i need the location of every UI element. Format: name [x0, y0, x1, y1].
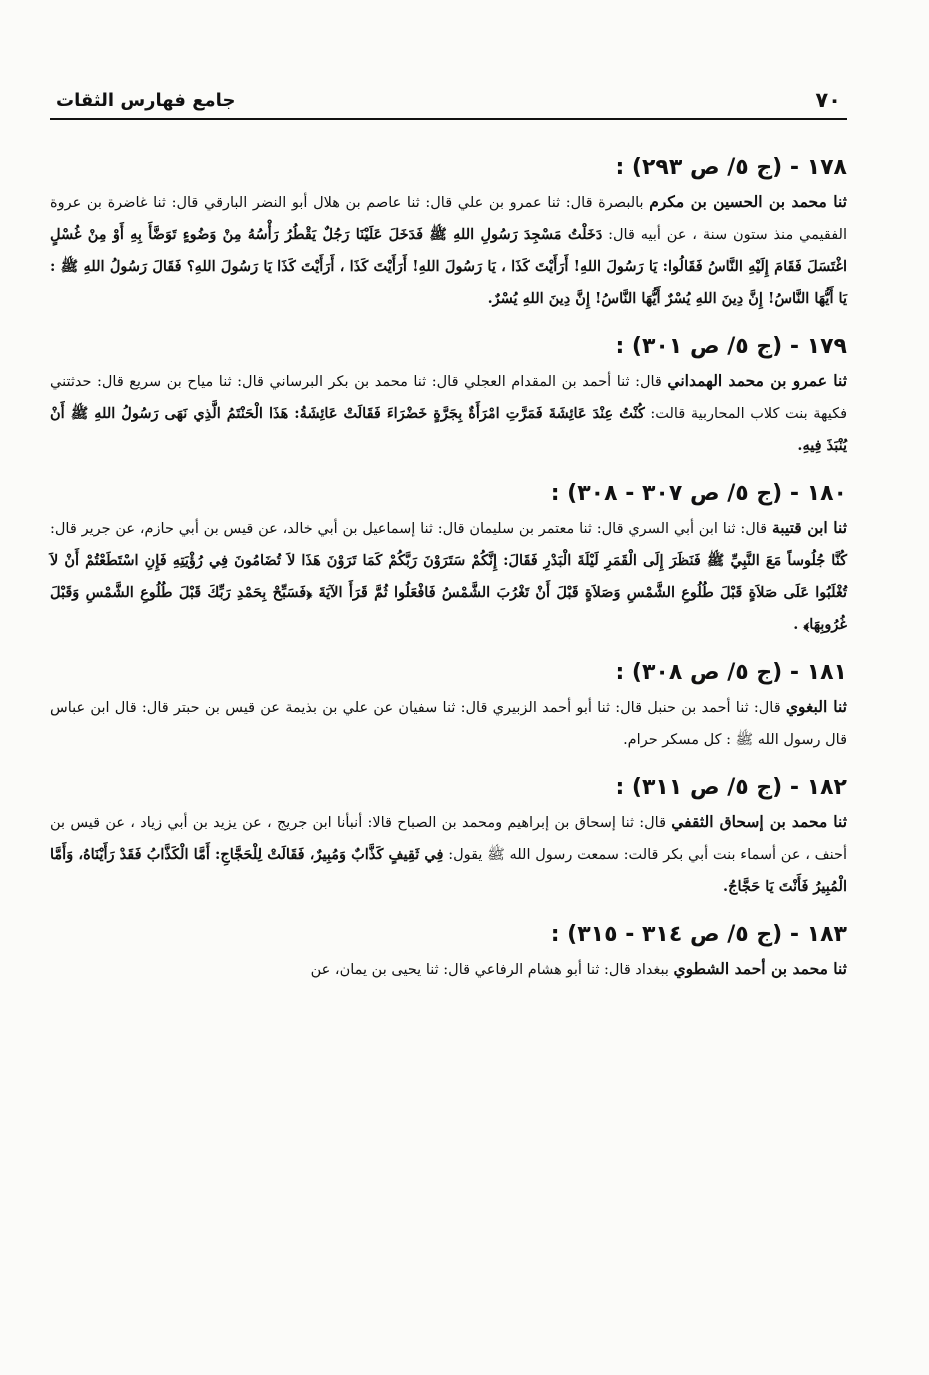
entry-179: [50, 329, 847, 462]
running-header: [50, 88, 847, 120]
chain-text: قال: ثنا ابن أبي السري قال: ثنا معتمر بن سليمان قال: ثنا إسماعيل بن أبي خالد، عن قيس بن أبي حازم، عن جرير قال:: [50, 521, 768, 537]
narrator-lead: ثنا محمد بن الحسين بن مكرم: [649, 192, 847, 211]
entry-body: [50, 512, 847, 641]
entry-heading: ١٨١ - (ج ٥/ ص ٣٠٨) :: [615, 660, 847, 685]
entry-body: [50, 365, 847, 462]
entry-body: [50, 691, 847, 756]
entry-body: [50, 186, 847, 315]
entry-182: [50, 770, 847, 903]
chain-text: قال: ثنا إسحاق بن إبراهيم ومحمد بن الصباح قالا: أنبأنا ابن جريج ، عن يزيد بن أبي زياد ، عن قيس بن أحنف ، عن أسماء بنت أبي بكر قالت: سمعت رسول الله ﷺ يقول:: [50, 815, 847, 863]
entry-heading: ١٧٩ - (ج ٥/ ص ٣٠١) :: [615, 334, 847, 359]
entry-heading: ١٧٨ - (ج ٥/ ص ٢٩٣) :: [615, 155, 847, 180]
entry-181: [50, 655, 847, 756]
narrator-lead: ثنا عمرو بن محمد الهمداني: [667, 371, 848, 390]
entry-heading: ١٨٢ - (ج ٥/ ص ٣١١) :: [615, 775, 847, 800]
running-title: جامع فهارس الثقات: [56, 90, 236, 111]
chain-text: قال: ثنا أحمد بن حنبل قال: ثنا أبو أحمد الزبيري قال: ثنا سفيان عن علي بن بذيمة عن قيس بن حبتر قال: قال ابن عباس قال رسول الله ﷺ : كل مسكر حرام.: [50, 700, 847, 748]
page-number: ٧٠: [815, 88, 841, 112]
narrator-lead: ثنا البغوي: [785, 697, 848, 716]
entry-heading: ١٨٣ - (ج ٥/ ص ٣١٤ - ٣١٥) :: [550, 922, 847, 947]
narrator-lead: ثنا محمد بن أحمد الشطوي: [673, 959, 847, 978]
hadith-text: فِي ثَقِيفٍ كَذَّابٌ وَمُبِيرٌ، فَقَالَتْ لِلْحَجَّاجِ: أَمَّا الْكَذَّابُ فَقَدْ رَأَيْنَاهُ، وَأَمَّا الْمُبِيرُ فَأَنْتَ يَا حَجَّاجُ.: [50, 846, 847, 895]
entry-body: [50, 953, 847, 986]
hadith-text: كُنْتُ عِنْدَ عَائِشَةَ فَمَرَّتِ امْرَأَةٌ بِجَرَّةٍ خَضْرَاءَ فَقَالَتْ عَائِشَةُ: هَذَا الْحَنْتَمُ الَّذِي نَهَى رَسُولُ اللهِ ﷺ أَنْ يُنْبَذَ فِيهِ.: [50, 405, 847, 454]
narrator-lead: ثنا محمد بن إسحاق الثقفي: [671, 812, 848, 831]
hadith-text: دَخَلْتُ مَسْجِدَ رَسُولِ اللهِ ﷺ فَدَخَلَ عَلَيْنَا رَجُلٌ يَقْطُرُ رَأْسُهُ مِنْ وَضُوءٍ تَوَضَّأَ بِهِ أَوْ مِنْ غُسْلٍ اغْتَسَلَ فَقَامَ إِلَيْهِ النَّاسُ فَقَالُوا: يَا رَسُولَ اللهِ! أَرَأَيْتَ كَذَا ، يَا رَسُولَ اللهِ! أَرَأَيْتَ كَذَا ، أَرَأَيْتَ كَذَا يَا رَسُولَ اللهِ؟ فَقَالَ رَسُولُ اللهِ ﷺ : يَا أَيُّهَا النَّاسُ! إِنَّ دِينَ اللهِ يُسْرٌ أَيُّهَا النَّاسُ! إِنَّ دِينَ اللهِ يُسْرٌ.: [50, 226, 847, 307]
entry-heading: ١٨٠ - (ج ٥/ ص ٣٠٧ - ٣٠٨) :: [550, 481, 847, 506]
narrator-lead: ثنا ابن قتيبة: [771, 518, 848, 537]
chain-text: ببغداد قال: ثنا أبو هشام الرفاعي قال: ثنا يحيى بن يمان، عن: [310, 962, 669, 978]
entry-178: [50, 150, 847, 315]
entry-body: [50, 806, 847, 903]
chain-text: بالبصرة قال: ثنا عمرو بن علي قال: ثنا عاصم بن هلال أبو النضر البارقي قال: ثنا غاضرة بن عروة الفقيمي منذ ستون سنة ، عن أبيه قال:: [50, 195, 847, 243]
chain-text: قال: ثنا أحمد بن المقدام العجلي قال: ثنا محمد بن بكر البرساني قال: ثنا مياح بن سريع قال: حدثتني فكيهة بنت كلاب المحاربية قالت:: [50, 374, 848, 422]
entry-183: [50, 917, 847, 986]
entry-180: [50, 476, 847, 641]
hadith-text: كُنَّا جُلُوساً مَعَ النَّبِيِّ ﷺ فَنَظَرَ إِلَى الْقَمَرِ لَيْلَةَ الْبَدْرِ فَقَالَ: إِنَّكُمْ سَتَرَوْنَ رَبَّكُمْ كَمَا تَرَوْنَ هَذَا لاَ تُضَامُونَ فِي رُؤْيَتِهِ فَإِنِ اسْتَطَعْتُمْ أَنْ لاَ تُغْلَبُوا عَلَى صَلاَةٍ قَبْلَ طُلُوعِ الشَّمْسِ وَصَلاَةٍ قَبْلَ أَنْ تَغْرُبَ الشَّمْسُ فَافْعَلُوا ثُمَّ قَرَأَ الآيَةَ ﴿فَسَبِّحْ بِحَمْدِ رَبِّكَ قَبْلَ طُلُوعِ الشَّمْسِ وَقَبْلَ غُرُوبِهَا﴾ .: [50, 552, 847, 633]
page-content: [50, 150, 847, 1000]
